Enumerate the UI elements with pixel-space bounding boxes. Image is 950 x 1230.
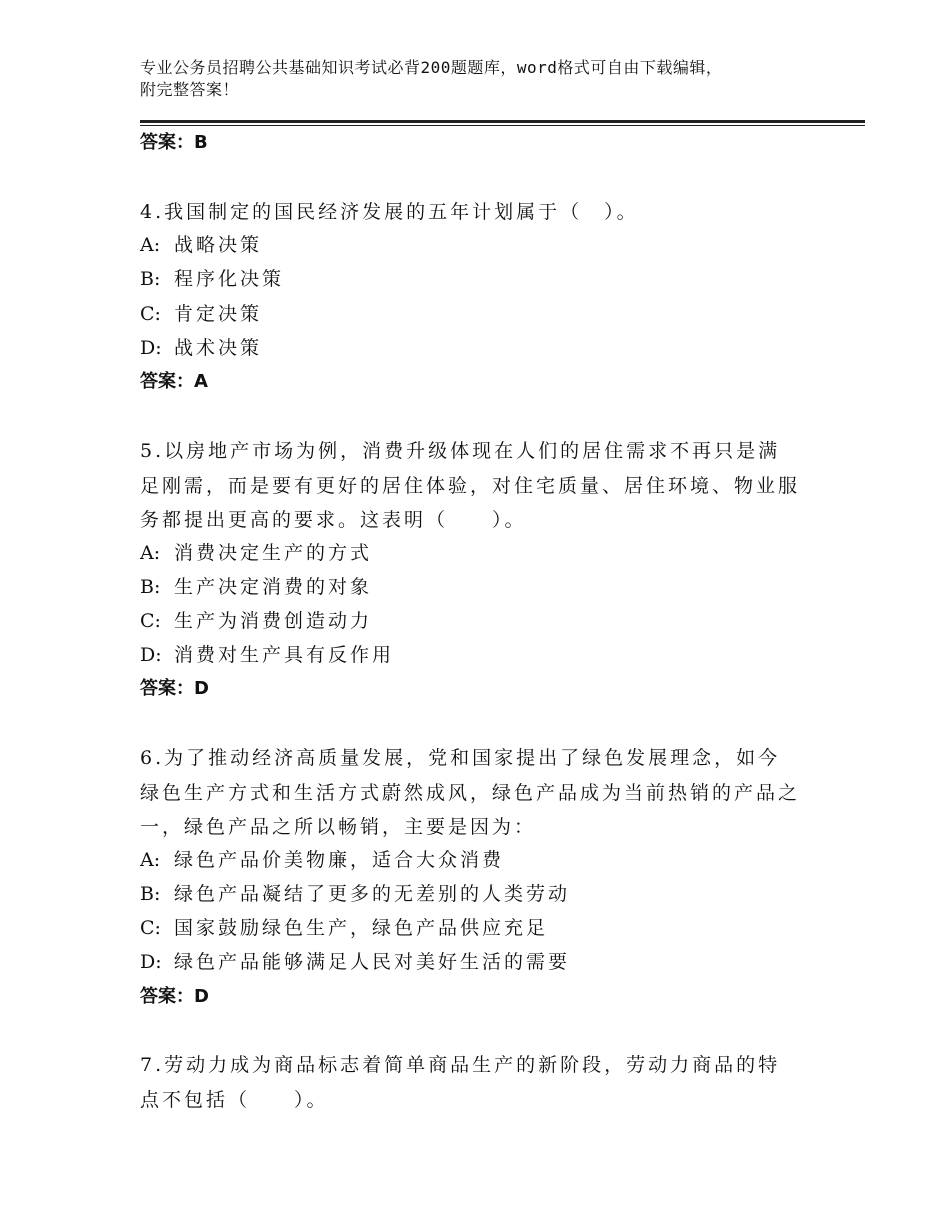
option-letter: B: [140, 268, 161, 290]
option-letter: A: [140, 234, 161, 256]
option-text: 程序化决策 [174, 268, 285, 290]
answer-q3: 答案：B [140, 132, 208, 153]
question-6-option-a [140, 848, 504, 872]
answer-q5: 答案：D [140, 678, 209, 699]
option-letter: C: [140, 303, 161, 325]
option-text: 消费决定生产的方式 [174, 542, 373, 564]
header-line-2: 附完整答案！ [140, 80, 240, 99]
question-5-stem: 5.以房地产市场为例，消费升级体现在人们的居住需求不再只是满足刚需，而是要有更好的居住体验，对住宅质量、居住环境、物业服务都提出更高的要求。这表明（ ）。 [140, 440, 801, 531]
option-text: 生产为消费创造动力 [174, 610, 373, 632]
answer-q4: 答案：A [140, 371, 208, 392]
option-text: 绿色产品能够满足人民对美好生活的需要 [174, 951, 571, 973]
option-text: 生产决定消费的对象 [174, 576, 373, 598]
option-letter: B: [140, 883, 161, 905]
question-5-option-c [140, 609, 372, 633]
header-line-1: 专业公务员招聘公共基础知识考试必背200题题库，word格式可自由下载编辑， [140, 58, 723, 77]
option-text: 消费对生产具有反作用 [174, 644, 395, 666]
question-5-option-b [140, 575, 372, 599]
option-letter: D: [140, 644, 162, 666]
question-4-option-b [140, 267, 284, 291]
option-text: 战略决策 [174, 234, 263, 256]
question-6-stem: 6.为了推动经济高质量发展，党和国家提出了绿色发展理念，如今绿色生产方式和生活方式蔚然成风，绿色产品成为当前热销的产品之一，绿色产品之所以畅销，主要是因为： [140, 747, 801, 838]
document-header [140, 57, 830, 101]
question-6-option-d [140, 950, 570, 974]
option-text: 战术决策 [174, 337, 263, 359]
question-4-option-c [140, 302, 262, 326]
option-letter: B: [140, 576, 161, 598]
option-letter: D: [140, 951, 162, 973]
option-text: 国家鼓励绿色生产，绿色产品供应充足 [174, 917, 549, 939]
option-letter: A: [140, 849, 161, 871]
option-letter: A: [140, 542, 161, 564]
header-divider-thin [140, 125, 865, 126]
question-4-option-a [140, 233, 262, 257]
question-4-option-d [140, 336, 262, 360]
answer-q6: 答案：D [140, 986, 209, 1007]
question-6-option-b [140, 882, 570, 906]
option-text: 绿色产品价美物廉，适合大众消费 [174, 849, 505, 871]
question-7-stem: 7.劳动力成为商品标志着简单商品生产的新阶段，劳动力商品的特点不包括（ ）。 [140, 1054, 781, 1111]
option-letter: C: [140, 610, 161, 632]
header-divider-thick [140, 120, 865, 123]
question-6-option-c [140, 916, 548, 940]
option-text: 肯定决策 [174, 303, 263, 325]
question-5-option-d [140, 643, 394, 667]
question-5-option-a [140, 541, 372, 565]
question-4-stem: 4.我国制定的国民经济发展的五年计划属于（ ）。 [140, 201, 639, 223]
option-letter: D: [140, 337, 162, 359]
option-letter: C: [140, 917, 161, 939]
option-text: 绿色产品凝结了更多的无差别的人类劳动 [174, 883, 571, 905]
